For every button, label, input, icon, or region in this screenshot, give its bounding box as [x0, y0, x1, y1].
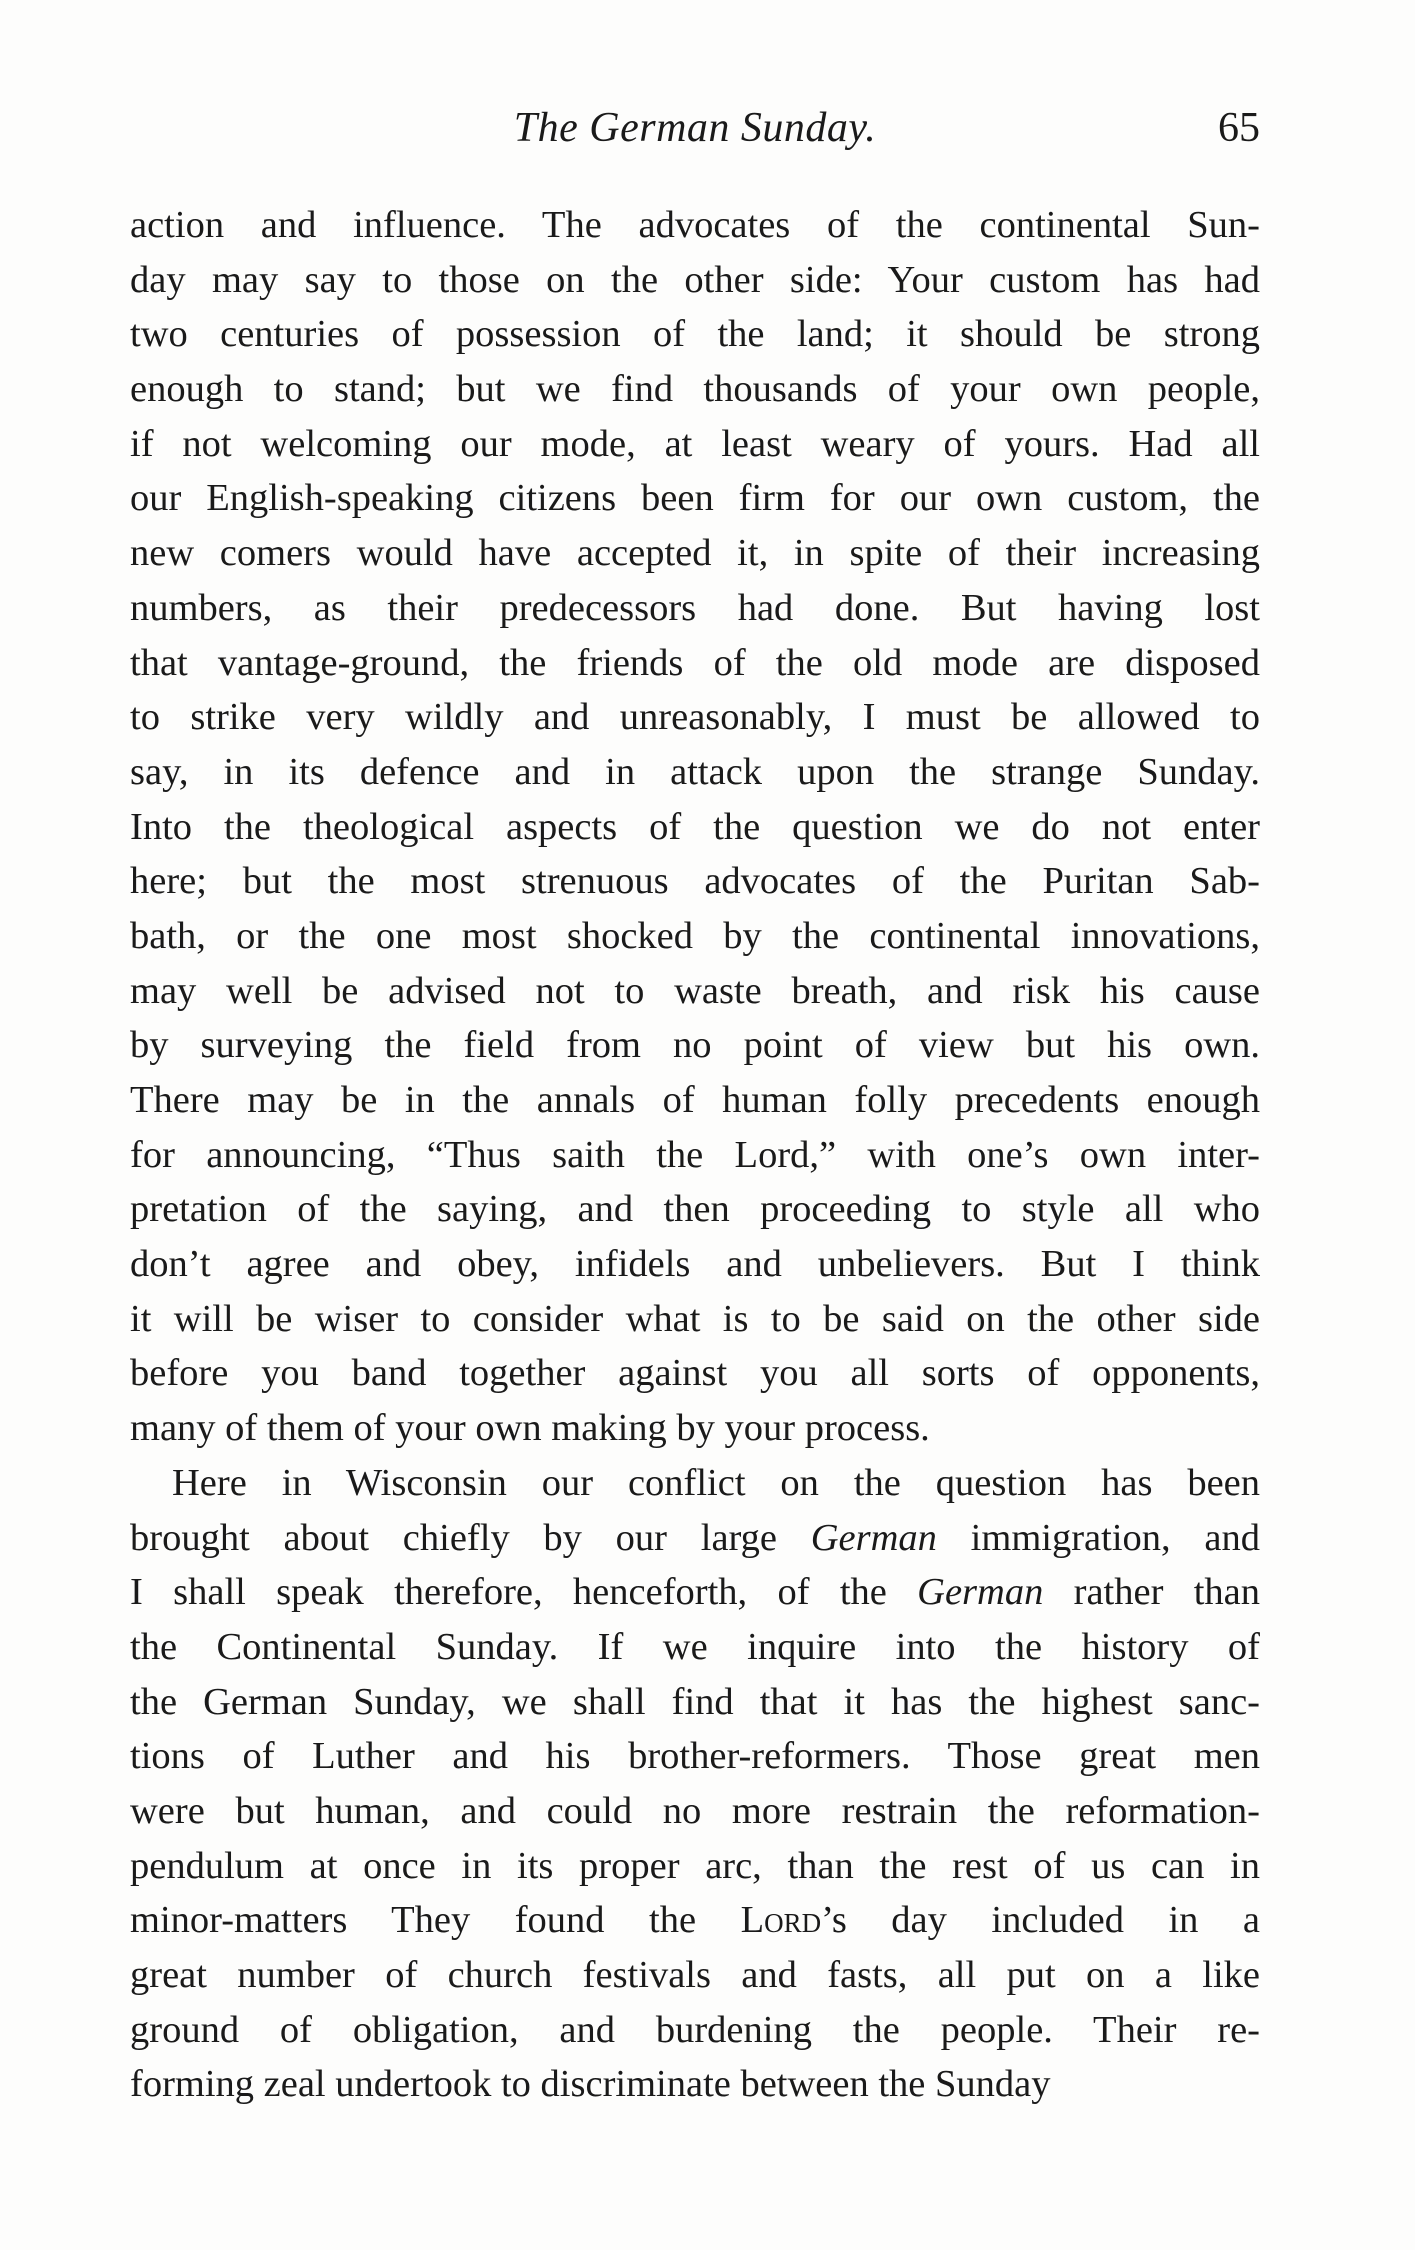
running-title: The German Sunday. [513, 105, 877, 151]
text-line: new comers would have accepted it, in spite of their increasing [130, 532, 1260, 575]
text-run: ’s day included in a [821, 1899, 1260, 1942]
text-line: for announcing, “Thus saith the Lord,” with one’s own inter- [130, 1133, 1260, 1176]
text-line: by surveying the field from no point of view but his own. [130, 1024, 1260, 1067]
text-run: great number of church festivals and fasts, all put on a like [130, 1954, 1260, 1996]
text-line: There may be in the annals of human folly precedents enough [130, 1079, 1260, 1121]
text-line: it will be wiser to consider what is to be said on the other side [130, 1297, 1260, 1340]
text-line [130, 1893, 1260, 1948]
text-line [130, 2057, 1260, 2112]
text-line: enough to stand; but we find thousands of your own people, [130, 368, 1260, 411]
text-line: may well be advised not to waste breath, and risk his cause [130, 969, 1260, 1012]
text-run: minor-matters They found the [130, 1899, 741, 1942]
text-line: that vantage-ground, the friends of the old mode are disposed [130, 641, 1260, 684]
text-line: our English-speaking citizens been firm for our own custom, the [130, 477, 1260, 520]
text-line: pretation of the saying, and then proceeding to style all who [130, 1188, 1260, 1231]
text-line [130, 1620, 1260, 1675]
text-line: say, in its defence and in attack upon the strange Sunday. [130, 750, 1260, 793]
text-line [130, 1456, 1260, 1511]
page-number: 65 [1218, 105, 1260, 151]
italic-run: German [810, 1516, 937, 1559]
text-run: Here in Wisconsin our conflict on the question has been [172, 1461, 1260, 1504]
body-text [130, 198, 1260, 2112]
text-line [130, 1565, 1260, 1620]
text-line: numbers, as their predecessors had done. But having lost [130, 586, 1260, 629]
text-line: before you band together against you all sorts of opponents, [130, 1352, 1260, 1395]
text-line [130, 1784, 1260, 1839]
text-run: ground of obligation, and burdening the people. Their re- [130, 2008, 1260, 2051]
text-line: here; but the most strenuous advocates of the Puritan Sab- [130, 860, 1260, 903]
text-line: Into the theological aspects of the question we do not enter [130, 805, 1260, 848]
text-line [130, 1839, 1260, 1894]
paragraph-2 [130, 1456, 1260, 2112]
text-run: tions of Luther and his brother-reformers. Those great men [130, 1735, 1260, 1778]
text-line: bath, or the one most shocked by the continental innovations, [130, 914, 1260, 957]
text-line: two centuries of possession of the land; it should be strong [130, 313, 1260, 356]
paragraph-1 [130, 198, 1260, 1456]
text-line: day may say to those on the other side: Your custom has had [130, 258, 1260, 301]
text-run: I shall speak therefore, henceforth, of the [130, 1571, 918, 1614]
text-run: immigration, and [936, 1516, 1260, 1559]
text-run: brought about chiefly by our large [130, 1516, 811, 1559]
text-line [130, 2003, 1260, 2058]
text-run: forming zeal undertook to discriminate between the Sunday [130, 2063, 1051, 2106]
text-run: the Continental Sunday. If we inquire into the history of [130, 1625, 1260, 1668]
text-line [130, 1729, 1260, 1784]
text-line [130, 1948, 1260, 2003]
text-run: pendulum at once in its proper arc, than the rest of us can in [130, 1844, 1260, 1887]
small-caps-run: Lord [740, 1899, 822, 1942]
text-line: many of them of your own making by your process. [130, 1407, 930, 1450]
text-line: if not welcoming our mode, at least weary of yours. Had all [130, 422, 1260, 465]
text-line [130, 1511, 1260, 1566]
italic-run: German [917, 1571, 1044, 1614]
text-run: rather than [1043, 1571, 1260, 1614]
text-line: don’t agree and obey, infidels and unbelievers. But I think [130, 1243, 1260, 1286]
text-line [130, 1675, 1260, 1730]
running-head [130, 104, 1260, 164]
text-line: action and influence. The advocates of the continental Sun- [130, 204, 1260, 246]
text-run: were but human, and could no more restrain the reformation- [130, 1789, 1260, 1832]
text-run: the German Sunday, we shall find that it has the highest sanc- [130, 1680, 1260, 1723]
text-line: to strike very wildly and unreasonably, I must be allowed to [130, 696, 1260, 739]
